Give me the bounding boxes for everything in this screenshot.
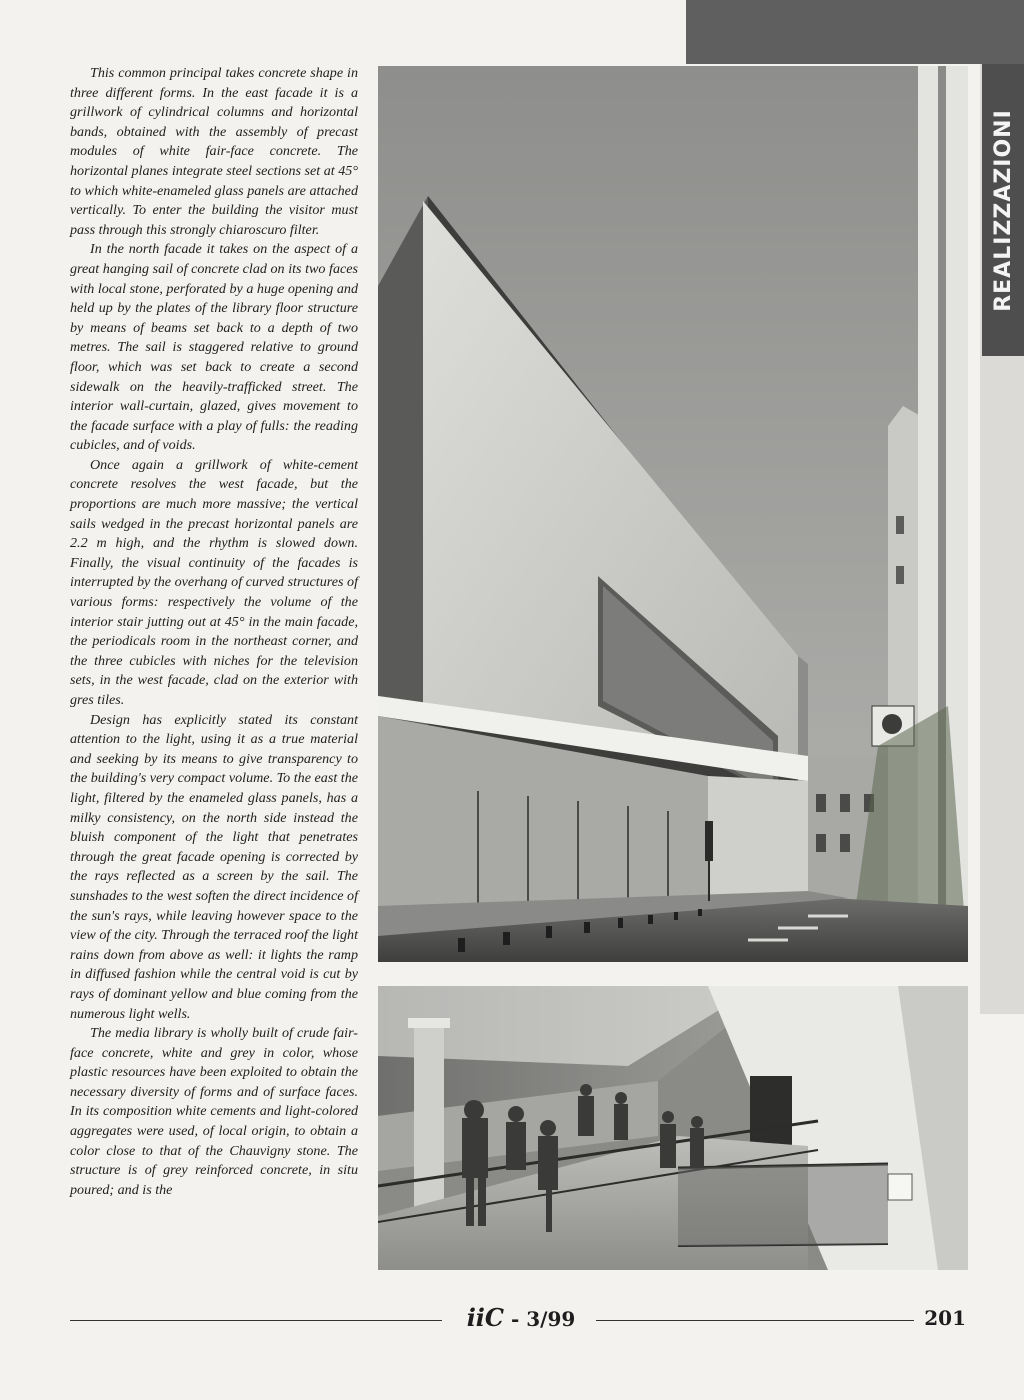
article-paragraph: Once again a grillwork of white-cement concrete resolves the west facade, but the proportions are much more massive; the vertical sails wedged in the precast horizontal panels are 2.2 m high, and the rhythm is slowed down. Finally, the visual continuity of the facades is interrupted by the overhang of curved structures of various forms: respectively the volume of the interior stair jutting out at 45° in the main facade, the periodicals room in the northeast corner, and the three cubicles with niches for the television sets, in the west facade, clad on the exterior with gres tiles. (70, 456, 358, 708)
interior-ramp-photo (378, 986, 968, 1270)
section-tab (982, 64, 1024, 356)
footer-rule-left (70, 1320, 442, 1321)
article-paragraph: Design has explicitly stated its constant attention to the light, using it as a true material and seeking by its means to give transparency to the building's very compact volume. To the east the light, filtered by the enameled glass panels, has a milky consistency, on the north side instead the bluish component of the light that penetrates through the great facade opening is corrected by the rays reflected as a screen by the sail. The sunshades to the west soften the direct incidence of the sun's rays, while leaving however space to the view of the city. Through the terraced roof the light rains down from above as well: it lights the ramp in diffused fashion while the central void is cut by rays of dominant yellow and blue coming from the numerous light wells. (70, 711, 358, 1022)
article-paragraph: The media library is wholly built of crude fair-face concrete, white and grey in color, whose plastic resources have been exploited to obtain the necessary diversity of forms and of surface faces. In its composition white cements and light-colored aggregates were used, of local origin, to obtain a color close to that of the Chauvigny stone. The structure is of grey reinforced concrete, in situ poured; and is the (70, 1025, 358, 1198)
header-corner-block (686, 0, 1024, 64)
footer-rule-right (596, 1320, 914, 1321)
page-number: 201 (924, 1306, 966, 1330)
article-text-column (70, 64, 358, 1200)
article-paragraph: In the north facade it takes on the aspect of a great hanging sail of concrete clad on its two faces with local stone, perforated by a huge opening and held up by the plates of the library floor structure by means of beams set back to a depth of two metres. The sail is staggered relative to ground floor, which was set back to create a second sidewalk on the heavily-trafficked street. The interior wall-curtain, glazed, gives movement to the facade surface with a play of fulls: the reading cubicles, and of voids. (70, 241, 358, 454)
journal-brand: iiC (466, 1303, 505, 1332)
journal-issue: - 3/99 (504, 1307, 576, 1331)
journal-title (448, 1303, 594, 1332)
building-exterior-photo (378, 66, 968, 962)
article-paragraph: This common principal takes concrete shape in three different forms. In the east facade it is a grillwork of cylindrical columns and horizontal bands, obtained with the assembly of precast modules of white fair-face concrete. The horizontal planes integrate steel sections set at 45° to which white-enameled glass panels are attached vertically. To enter the building the visitor must pass through this strongly chiaroscuro filter. (70, 65, 358, 238)
section-label: REALIZZAZIONI (990, 108, 1016, 312)
